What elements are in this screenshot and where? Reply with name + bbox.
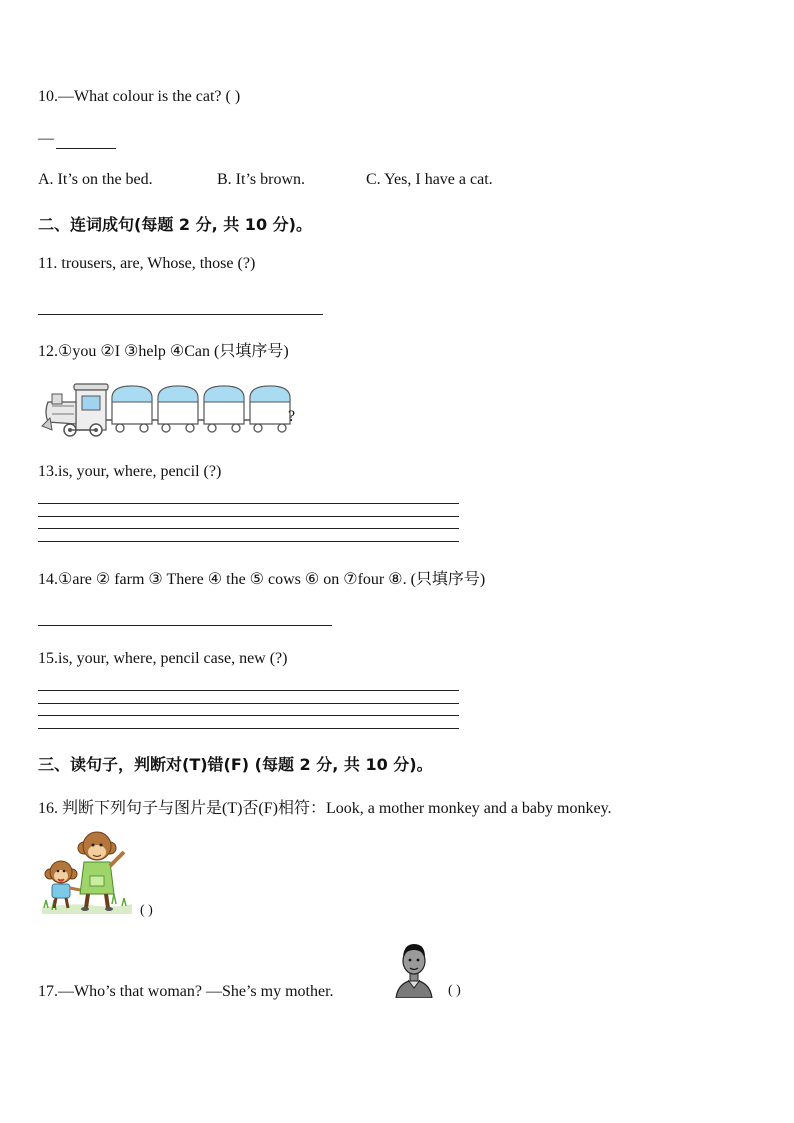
writing-line-15d[interactable] (38, 728, 459, 729)
baby-monkey-icon (45, 861, 80, 908)
writing-line-15b[interactable] (38, 703, 459, 704)
train-image (40, 380, 310, 438)
train-carriage-1 (112, 386, 152, 432)
answer-dash: — (38, 130, 54, 147)
question-15: 15.is, your, where, pencil case, new (?) (38, 650, 288, 667)
answer-line-14[interactable] (38, 625, 332, 626)
train-carriage-2 (158, 386, 198, 432)
man-icon (396, 944, 432, 998)
answer-paren-16[interactable]: ( ) (140, 903, 153, 918)
train-carriage-3 (204, 386, 244, 432)
question-17: 17.—Who’s that woman? —She’s my mother. (38, 983, 334, 1000)
option-b: B. It’s brown. (217, 171, 305, 188)
question-16: 16. 判断下列句子与图片是(T)否(F)相符：Look, a mother monkey and a baby monkey. (38, 800, 612, 817)
option-c: C. Yes, I have a cat. (366, 171, 493, 188)
option-a: A. It’s on the bed. (38, 171, 153, 188)
train-engine-icon (42, 384, 112, 436)
writing-line-13c[interactable] (38, 528, 459, 529)
answer-line-11[interactable] (38, 314, 323, 315)
writing-line-13d[interactable] (38, 541, 459, 542)
question-11: 11. trousers, are, Whose, those (?) (38, 255, 256, 272)
writing-line-13a[interactable] (38, 503, 459, 504)
section-3-heading: 三、读句子，判断对(T)错(F) (每题 2 分, 共 10 分)。 (38, 755, 433, 774)
question-12: 12.①you ②I ③help ④Can (只填序号) (38, 343, 289, 360)
writing-line-13b[interactable] (38, 516, 459, 517)
writing-line-15c[interactable] (38, 715, 459, 716)
writing-line-15a[interactable] (38, 690, 459, 691)
question-13: 13.is, your, where, pencil (?) (38, 463, 222, 480)
answer-paren-17[interactable]: ( ) (448, 983, 461, 998)
train-carriage-4 (250, 386, 290, 432)
question-10: 10.—What colour is the cat? ( ) (38, 88, 241, 105)
monkeys-image (38, 828, 134, 918)
man-portrait-image (394, 940, 434, 998)
section-2-heading: 二、连词成句(每题 2 分, 共 10 分)。 (38, 215, 312, 234)
train-question-mark: ? (288, 408, 296, 425)
answer-blank[interactable] (56, 148, 116, 149)
question-14: 14.①are ② farm ③ There ④ the ⑤ cows ⑥ on ⑦four ⑧. (只填序号) (38, 571, 486, 588)
mother-monkey-icon (78, 832, 124, 911)
